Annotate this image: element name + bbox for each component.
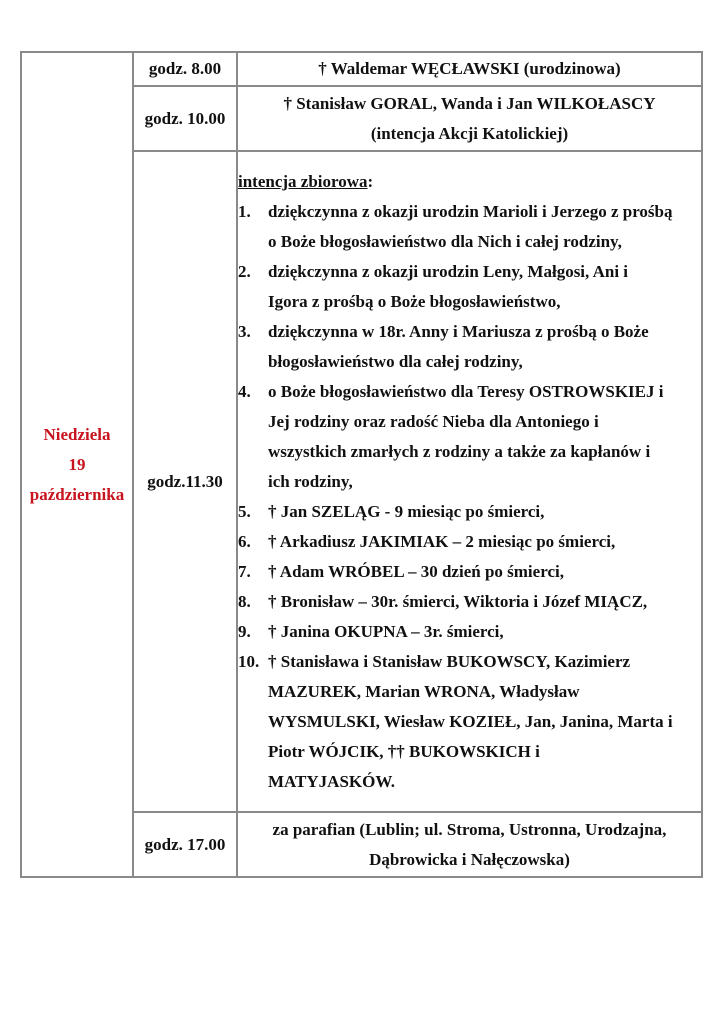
item-line: ich rodziny, (268, 471, 353, 491)
item-number: 5. (238, 501, 251, 521)
item-line: dziękczynna w 18r. Anny i Mariusza z prośbą o Boże (268, 321, 649, 341)
collective-heading: intencja zbiorowa (238, 171, 368, 191)
intention-line: † Stanisław GORAL, Wanda i Jan WILKOŁASCY (283, 93, 656, 113)
item-line: MATYJASKÓW. (268, 771, 396, 791)
item-line: † Stanisława i Stanisław BUKOWSCY, Kazimierz (268, 651, 631, 671)
mass-intention (237, 86, 702, 151)
intention-line: † Waldemar WĘCŁAWSKI (urodzinowa) (318, 59, 621, 78)
item-line: MAZUREK, Marian WRONA, Władysław (268, 681, 580, 701)
mass-time: godz. 10.00 (133, 86, 237, 151)
item-line: WYSMULSKI, Wiesław KOZIEŁ, Jan, Janina, Marta i (268, 711, 673, 731)
list-item (238, 257, 701, 317)
mass-time: godz. 17.00 (133, 812, 237, 877)
item-number: 4. (238, 381, 251, 401)
collective-heading-row (238, 167, 701, 197)
list-item (238, 617, 701, 647)
list-item (238, 377, 701, 497)
item-number: 7. (238, 561, 251, 581)
item-number: 10. (238, 651, 260, 671)
list-item (238, 557, 701, 587)
item-number: 3. (238, 321, 251, 341)
collective-intention (237, 151, 702, 812)
item-line: Piotr WÓJCIK, †† BUKOWSKICH i (268, 741, 540, 761)
item-number: 1. (238, 201, 251, 221)
day-cell (21, 52, 133, 877)
item-line: o Boże błogosławieństwo dla Teresy OSTROWSKIEJ i (268, 381, 664, 401)
day-date: 19 (68, 454, 86, 474)
item-line: wszystkich zmarłych z rodziny a także za kapłanów i (268, 441, 651, 461)
item-number: 2. (238, 261, 251, 281)
item-number: 6. (238, 531, 251, 551)
list-item (238, 647, 701, 797)
mass-intention (237, 812, 702, 877)
intention-line: za parafian (Lublin; ul. Stroma, Ustronna, Urodzajna, (272, 819, 667, 839)
item-line: dziękczynna z okazji urodzin Marioli i Jerzego z prośbą (268, 201, 673, 221)
item-line: dziękczynna z okazji urodzin Leny, Małgosi, Ani i (268, 261, 629, 281)
item-line: † Jan SZELĄG - 9 miesiąc po śmierci, (268, 501, 545, 521)
item-number: 9. (238, 621, 251, 641)
mass-time: godz.11.30 (133, 151, 237, 812)
mass-row-0800 (21, 52, 702, 86)
list-item (238, 527, 701, 557)
intention-list (238, 197, 701, 797)
day-month: października (29, 484, 125, 504)
intention-line: (intencja Akcji Katolickiej) (370, 123, 569, 143)
list-item (238, 197, 701, 257)
item-line: Jej rodziny oraz radość Nieba dla Antoniego i (268, 411, 599, 431)
intention-line: Dąbrowicka i Nałęczowska) (369, 849, 570, 869)
item-line: † Janina OKUPNA – 3r. śmierci, (268, 621, 504, 641)
item-line: † Arkadiusz JAKIMIAK – 2 miesiąc po śmierci, (268, 531, 616, 551)
list-item (238, 497, 701, 527)
list-item (238, 317, 701, 377)
item-number: 8. (238, 591, 251, 611)
mass-intention (237, 52, 702, 86)
mass-schedule-table (20, 51, 703, 878)
item-line: † Adam WRÓBEL – 30 dzień po śmierci, (268, 561, 564, 581)
item-line: o Boże błogosławieństwo dla Nich i całej rodziny, (268, 231, 622, 251)
item-line: Igora z prośbą o Boże błogosławieństwo, (268, 291, 561, 311)
item-line: † Bronisław – 30r. śmierci, Wiktoria i Józef MIĄCZ, (268, 591, 648, 611)
day-weekday: Niedziela (43, 424, 111, 444)
mass-time: godz. 8.00 (133, 52, 237, 86)
list-item (238, 587, 701, 617)
collective-heading-colon: : (367, 171, 374, 191)
item-line: błogosławieństwo dla całej rodziny, (268, 351, 523, 371)
